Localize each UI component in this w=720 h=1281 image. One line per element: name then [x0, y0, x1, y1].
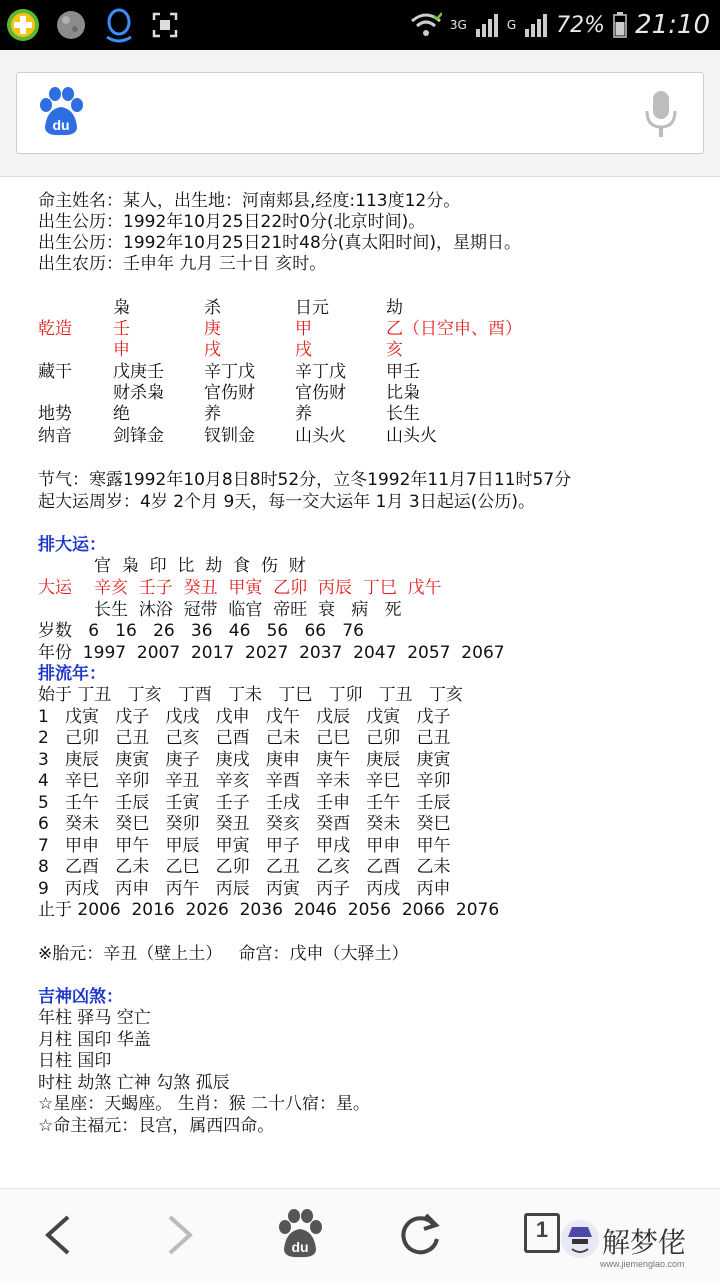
battery-percent: 72%: [556, 12, 606, 38]
search-input[interactable]: [16, 72, 704, 154]
text-line: 乾造: [38, 319, 72, 339]
text-line: 长生: [386, 404, 420, 424]
text-line: 山头火: [295, 426, 346, 446]
svg-text:du: du: [291, 1239, 309, 1255]
text-line: 岁数 6 16 26 36 46 56 66 76: [38, 621, 364, 641]
qq-penguin-icon: [102, 7, 136, 43]
text-line: 官伤财: [295, 383, 346, 403]
text-line: 甲壬: [386, 362, 420, 382]
watermark-url: www.jiemenglao.com: [600, 1259, 685, 1269]
page-content: [0, 178, 720, 1188]
browser-toolbar: [0, 50, 720, 177]
text-line: 日柱 国印: [38, 1051, 112, 1071]
text-line: 纳音: [38, 426, 72, 446]
forward-arrow-icon[interactable]: [162, 1213, 198, 1257]
text-line: 戌: [204, 340, 221, 360]
text-line: ☆命主福元：艮宫，属西四命。: [38, 1116, 275, 1136]
text-line: 大运: [38, 578, 72, 598]
text-line: 官 枭 印 比 劫 食 伤 财: [94, 556, 306, 576]
text-line: 月柱 国印 华盖: [38, 1030, 151, 1050]
section-heading: 排流年：: [38, 664, 106, 684]
text-line: 财杀枭: [113, 383, 164, 403]
screenshot-icon: [150, 10, 180, 40]
text-line: 劫: [386, 298, 403, 318]
microphone-icon[interactable]: [643, 89, 679, 139]
tabs-button[interactable]: [518, 1213, 558, 1253]
text-line: 长生 沐浴 冠带 临官 帝旺 衰 病 死: [94, 600, 402, 620]
status-bar: [0, 0, 720, 50]
planet-app-icon: [54, 8, 88, 42]
watermark-brand: 解梦佬: [602, 1226, 687, 1259]
text-line: 戌: [295, 340, 312, 360]
text-line: 5 壬午 壬辰 壬寅 壬子 壬戌 壬申 壬午 壬辰: [38, 793, 451, 813]
add-plus-app-icon: [6, 8, 40, 42]
text-line: 8 乙酉 乙未 乙巳 乙卯 乙丑 乙亥 乙酉 乙未: [38, 857, 451, 877]
text-line: 年份 1997 2007 2017 2027 2037 2047 2057 2067: [38, 643, 505, 663]
text-line: ☆星座：天蝎座。 生肖：猴 二十八宿：星。: [38, 1094, 371, 1114]
wifi-icon: [410, 12, 442, 38]
system-status: [410, 0, 710, 50]
text-line: 2 己卯 己丑 己亥 己酉 己未 己巳 己卯 己丑: [38, 728, 451, 748]
svg-text:du: du: [52, 117, 70, 133]
baidu-home-icon[interactable]: [276, 1209, 324, 1259]
text-line: 出生公历：1992年10月25日21时48分(真太阳时间)，星期日。: [38, 233, 522, 253]
text-line: 9 丙戌 丙申 丙午 丙辰 丙寅 丙子 丙戌 丙申: [38, 879, 451, 899]
tabs-count: 1: [535, 1217, 549, 1242]
signal-icon: [475, 13, 499, 37]
clock-time: 21:10: [635, 10, 710, 40]
text-line: 戊庚壬: [113, 362, 164, 382]
signal-icon-2: [524, 13, 548, 37]
text-line: 起大运周岁：4岁 2个月 9天，每一交大运年 1月 3日起运(公历)。: [38, 492, 535, 512]
text-line: 出生农历：壬申年 九月 三十日 亥时。: [38, 254, 327, 274]
section-heading: 吉神凶煞：: [38, 987, 123, 1007]
text-line: 杀: [204, 298, 221, 318]
baidu-paw-logo-icon[interactable]: [37, 87, 85, 137]
text-line: 钗钏金: [204, 426, 255, 446]
text-line: 山头火: [386, 426, 437, 446]
text-line: 申: [113, 340, 130, 360]
text-line: 养: [295, 404, 312, 424]
text-line: 辛丁戊: [204, 362, 255, 382]
text-line: 比枭: [386, 383, 420, 403]
notification-icons: [6, 7, 180, 43]
text-line: 枭: [113, 298, 130, 318]
back-arrow-icon[interactable]: [40, 1213, 76, 1257]
watermark: [560, 1219, 720, 1279]
refresh-icon[interactable]: [396, 1211, 444, 1259]
text-line: ※胎元：辛丑（壁上土） 命宫：戊申（大驿土）: [38, 944, 409, 964]
text-line: 1 戊寅 戊子 戊戌 戊申 戊午 戊辰 戊寅 戊子: [38, 707, 451, 727]
detective-mascot-icon: [560, 1219, 600, 1259]
text-line: 藏干: [38, 362, 72, 382]
text-line: 始于 丁丑 丁亥 丁酉 丁未 丁巳 丁卯 丁丑 丁亥: [38, 685, 463, 705]
network-3g-label: 3G: [449, 18, 467, 32]
text-line: 官伤财: [204, 383, 255, 403]
text-line: 4 辛巳 辛卯 辛丑 辛亥 辛酉 辛未 辛巳 辛卯: [38, 771, 451, 791]
text-line: 出生公历：1992年10月25日22时0分(北京时间)。: [38, 212, 426, 232]
text-line: 地势: [38, 404, 72, 424]
text-line: 时柱 劫煞 亡神 勾煞 孤辰: [38, 1073, 230, 1093]
text-line: 命主姓名：某人，出生地：河南郏县,经度:113度12分。: [38, 191, 461, 211]
text-line: 7 甲申 甲午 甲辰 甲寅 甲子 甲戌 甲申 甲午: [38, 836, 451, 856]
text-line: 甲: [295, 319, 312, 339]
text-line: 亥: [386, 340, 403, 360]
text-line: 年柱 驿马 空亡: [38, 1008, 151, 1028]
text-line: 日元: [295, 298, 329, 318]
text-line: 庚: [204, 319, 221, 339]
bottom-navigation-bar: [0, 1188, 720, 1281]
text-line: 绝: [113, 404, 130, 424]
text-line: 辛亥 壬子 癸丑 甲寅 乙卯 丙辰 丁巳 戊午: [94, 578, 442, 598]
text-line: 壬: [113, 319, 130, 339]
text-line: 3 庚辰 庚寅 庚子 庚戌 庚申 庚午 庚辰 庚寅: [38, 750, 451, 770]
text-line: 节气：寒露1992年10月8日8时52分，立冬1992年11月7日11时57分: [38, 470, 572, 490]
network-g-label: G: [506, 18, 517, 32]
text-line: 乙（日空申、酉）: [386, 319, 522, 339]
text-line: 止于 2006 2016 2026 2036 2046 2056 2066 2076: [38, 900, 500, 920]
text-line: 剑锋金: [113, 426, 164, 446]
battery-icon: [613, 12, 627, 38]
text-line: 辛丁戊: [295, 362, 346, 382]
text-line: 养: [204, 404, 221, 424]
text-line: 6 癸未 癸巳 癸卯 癸丑 癸亥 癸酉 癸未 癸巳: [38, 814, 451, 834]
section-heading: 排大运：: [38, 535, 106, 555]
